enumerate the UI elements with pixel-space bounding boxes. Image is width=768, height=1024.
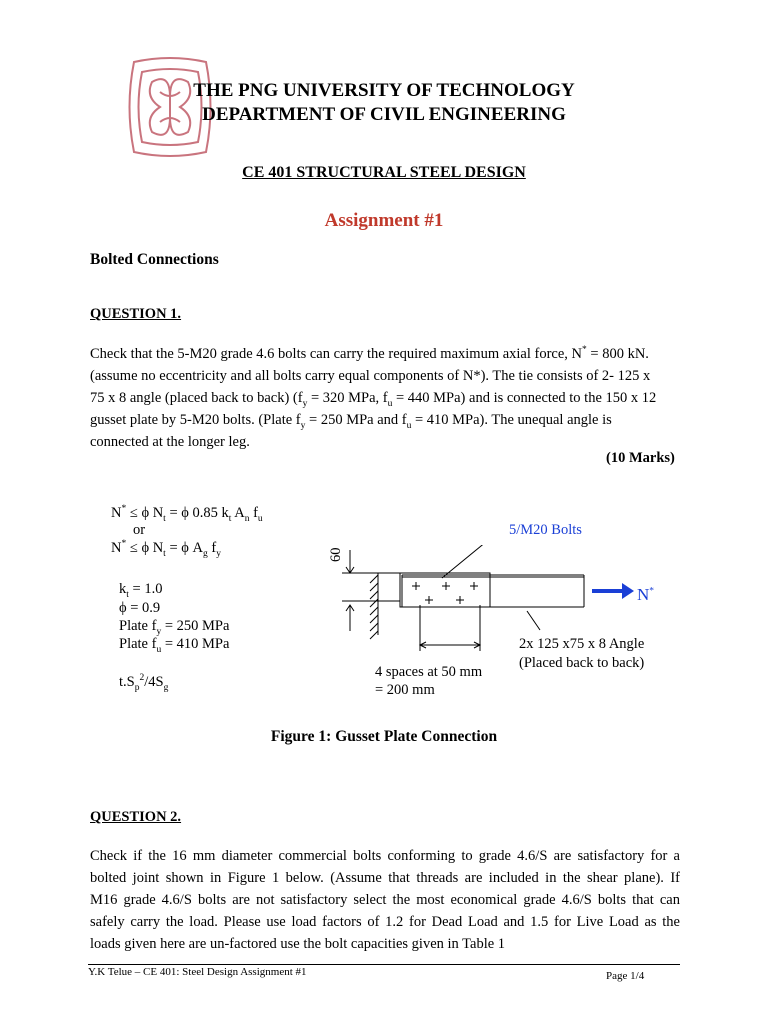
formula-plate-fu: Plate $f_u = 410$ MPa xyxy=(119,636,230,655)
gusset-plate xyxy=(400,573,490,607)
footer-left: Y.K Telue – CE 401: Steel Design Assignment #1 xyxy=(88,966,307,978)
formula-2: N* ≤ ϕ $N_t = \phi$ $A_g$ $f_y$ xyxy=(111,539,221,559)
n-star-label: N* xyxy=(637,585,655,604)
q1-heading: QUESTION 1. xyxy=(90,306,182,322)
footer-rule xyxy=(88,964,680,965)
q1-body: Check that the 5-M20 grade 4.6 bolts can carry the required maximum axial force, N* = 800 kN. (assume no eccentricity and all bolts carry equal components of N*). The tie consists of 2- 125 x 75 x 8 angle (placed back to back) ($f_y = 320$ MPa, $f_u = 440$ MPa) and is connected to the 150 x 12 gusset plate by 5-M20 bolts. (Plate $f_y = 250$ MPa and $f_u = 410$ MPa). The unequal angle is connected at the longer leg. xyxy=(90,345,657,450)
q2-heading: QUESTION 2. xyxy=(90,809,182,825)
formula-phi: ϕ = 0.9 xyxy=(119,600,161,616)
angle-label-2: (Placed back to back) xyxy=(519,655,645,671)
course-title-text: CE 401 STRUCTURAL STEEL DESIGN xyxy=(242,164,526,181)
university-name: THE PNG UNIVERSITY OF TECHNOLOGY xyxy=(193,80,575,101)
figure-caption: Figure 1: Gusset Plate Connection xyxy=(270,728,498,745)
q1-marks: (10 Marks) xyxy=(606,450,675,466)
formula-kt: $k_t = 1.0$ xyxy=(119,581,163,600)
assignment-title: Assignment #1 xyxy=(324,210,444,231)
formula-plate-fy: Plate $f_y = 250$ MPa xyxy=(119,618,230,637)
angle-label-1: 2x 125 x75 x 8 Angle xyxy=(519,636,645,652)
page-number: Page 1/4 xyxy=(606,970,645,982)
spaces-label-1: 4 spaces at 50 mm xyxy=(375,664,483,680)
force-arrow xyxy=(592,583,634,599)
dim-60-label: 60 xyxy=(328,547,344,562)
section-title: Bolted Connections xyxy=(90,251,219,268)
formula-tsp: $t.S_p^2/4S_g$ xyxy=(119,673,169,693)
formula-or: or xyxy=(133,522,146,538)
angle-leader xyxy=(527,611,540,630)
formula-1: N* ≤ ϕ $N_t = \phi$ 0.85 $k_t$ $A_n$ $f_u$ xyxy=(111,504,263,524)
spaces-label-2: = 200 mm xyxy=(375,682,435,698)
bolts-label: 5/M20 Bolts xyxy=(509,522,582,538)
support-hatch xyxy=(370,575,378,639)
bolts xyxy=(412,582,478,604)
course-title xyxy=(0,164,768,182)
department-name: DEPARTMENT OF CIVIL ENGINEERING xyxy=(202,104,566,125)
q2-body: Check if the 16 mm diameter commercial bolts conforming to grade 4.6/S are satisfactory for a bolted joint shown in Figure 1 below. (Assume that threads are included in the shear plane). If M16 grade 4.6/S bolts are not satisfactory select the most economical grade 4.6/S bolts that can safely carry the load. Please use load factors of 1.2 for Dead Load and 1.5 for Live Load as the loads given here are un-factored use the bolt capacities given in Table 1 xyxy=(90,848,680,952)
